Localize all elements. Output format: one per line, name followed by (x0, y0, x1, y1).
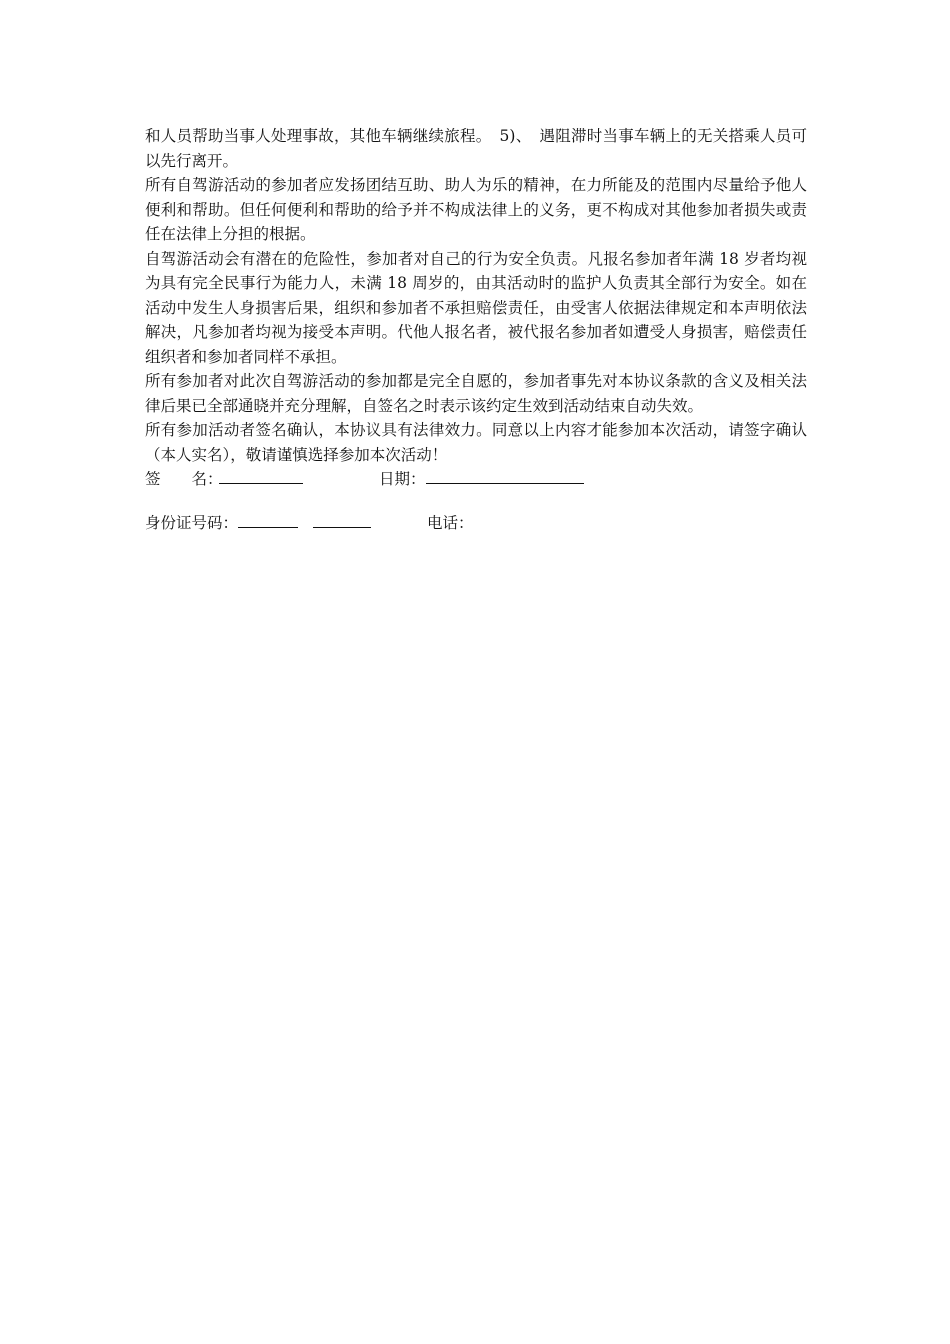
id-number-blank-1[interactable] (238, 512, 298, 528)
paragraph-safety-responsibility: 自驾游活动会有潜在的危险性，参加者对自己的行为安全负责。凡报名参加者年满 18 岁者均视为具有完全民事行为能力人，未满 18 周岁的，由其活动时的监护人负责其全部行为安全。如在活动中发生人身损害后果，组织和参加者不承担赔偿责任，由受害人依据法律规定和本声明依法解决，凡参加者均视为接受本声明。代他人报名者，被代报名参加者如遭受人身损害，赔偿责任组织者和参加者同样不承担。 (145, 249, 807, 366)
id-number-label: 身份证号码： (145, 514, 239, 532)
date-label: 日期： (379, 470, 426, 488)
signature-blank[interactable] (219, 468, 303, 484)
paragraph-voluntary-participation: 所有参加者对此次自驾游活动的参加都是完全自愿的，参加者事先对本协议条款的含义及相关法律后果已全部通晓并充分理解，自签名之时表示该约定生效到活动结束自动失效。 (145, 372, 807, 415)
paragraph-accident-handling: 和人员帮助当事人处理事故，其他车辆继续旅程。 5)、 遇阻滞时当事车辆上的无关搭乘人员可以先行离开。 (145, 127, 807, 170)
id-number-blank-2[interactable] (313, 512, 371, 528)
identity-row (145, 511, 807, 537)
paragraph-mutual-help: 所有自驾游活动的参加者应发扬团结互助、助人为乐的精神，在力所能及的范围内尽量给予他人便利和帮助。但任何便利和帮助的给予并不构成法律上的义务，更不构成对其他参加者损失或责任在法律上分担的根据。 (145, 176, 807, 243)
paragraph-signature-confirmation: 所有参加活动者签名确认，本协议具有法律效力。同意以上内容才能参加本次活动，请签字确认（本人实名），敬请谨慎选择参加本次活动！ (145, 421, 807, 464)
phone-label: 电话： (427, 514, 474, 532)
signature-label: 签 名： (145, 470, 223, 488)
agreement-body (145, 124, 807, 537)
date-blank[interactable] (426, 468, 584, 484)
signature-row (145, 467, 807, 493)
